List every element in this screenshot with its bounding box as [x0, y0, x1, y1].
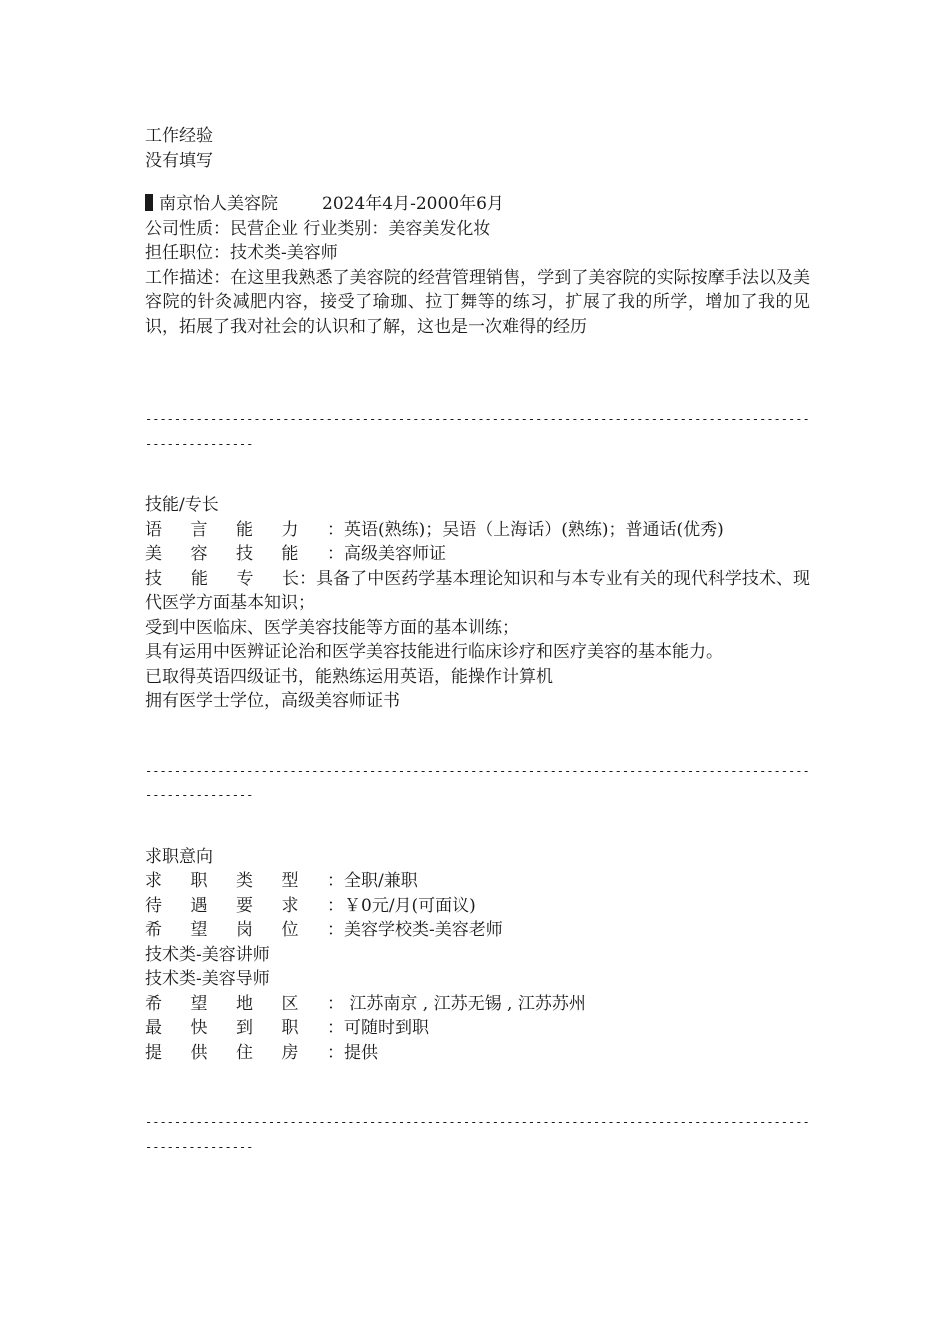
section-separator: -----------------------------------------------------------------------------------------------------------	[145, 763, 810, 802]
work-period: 2024年4月-2000年6月	[322, 194, 504, 214]
intent-post-extra: 技术类-美容讲师	[145, 944, 270, 965]
intent-salary: 待 遇 要 求 ：￥0元/月(可面议)	[145, 895, 476, 916]
work-empty-note: 没有填写	[145, 150, 213, 171]
skill-specialty: 技 能 专 长：具备了中医药学基本理论知识和与本专业有关的现代科学技术、现代医学方面基本知识；	[145, 568, 811, 613]
section-separator: -----------------------------------------------------------------------------------------------------------	[145, 1115, 810, 1154]
intent-housing: 提 供 住 房 ：提供	[145, 1042, 378, 1063]
work-description: 工作描述：在这里我熟悉了美容院的经营管理销售，学到了美容院的实际按摩手法以及美容院的针灸减肥内容，接受了瑜珈、拉丁舞等的练习，扩展了我的所学，增加了我的见识，拓展了我对社会的认识和了解，这也是一次难得的经历	[145, 267, 810, 337]
work-heading: 工作经验	[145, 126, 213, 146]
intent-region: 希 望 地 区 ： 江苏南京 , 江苏无锡 , 江苏苏州	[145, 993, 586, 1014]
skill-line: 已取得英语四级证书，能熟练运用英语，能操作计算机	[145, 666, 553, 687]
intent-type: 求 职 类 型 ：全职/兼职	[145, 871, 418, 891]
skill-line: 受到中医临床、医学美容技能等方面的基本训练；	[145, 617, 519, 638]
intent-post: 希 望 岗 位 ：美容学校类-美容老师	[145, 920, 503, 940]
intent-heading: 求职意向	[145, 846, 213, 867]
work-entry-header	[145, 192, 810, 217]
section-separator: -----------------------------------------------------------------------------------------------------------	[145, 412, 810, 451]
skills-heading: 技能/专长	[145, 495, 219, 515]
skill-line: 具有运用中医辨证论治和医学美容技能进行临床诊疗和医疗美容的基本能力。	[145, 642, 723, 662]
company-nature: 公司性质：民营企业 行业类别：美容美发化妆	[145, 218, 491, 239]
company-name: 南京怡人美容院	[159, 194, 278, 214]
intent-start: 最 快 到 职 ：可随时到职	[145, 1018, 429, 1038]
skill-beauty: 美 容 技 能 ：高级美容师证	[145, 544, 446, 564]
intent-post-extra: 技术类-美容导师	[145, 969, 270, 989]
bullet-marker-icon	[145, 194, 153, 211]
position-line: 担任职位：技术类-美容师	[145, 243, 338, 263]
skill-line: 拥有医学士学位，高级美容师证书	[145, 691, 400, 711]
resume-page	[145, 124, 810, 1159]
skill-language: 语 言 能 力 ：英语(熟练)；吴语（上海话）(熟练)；普通话(优秀)	[145, 519, 724, 540]
